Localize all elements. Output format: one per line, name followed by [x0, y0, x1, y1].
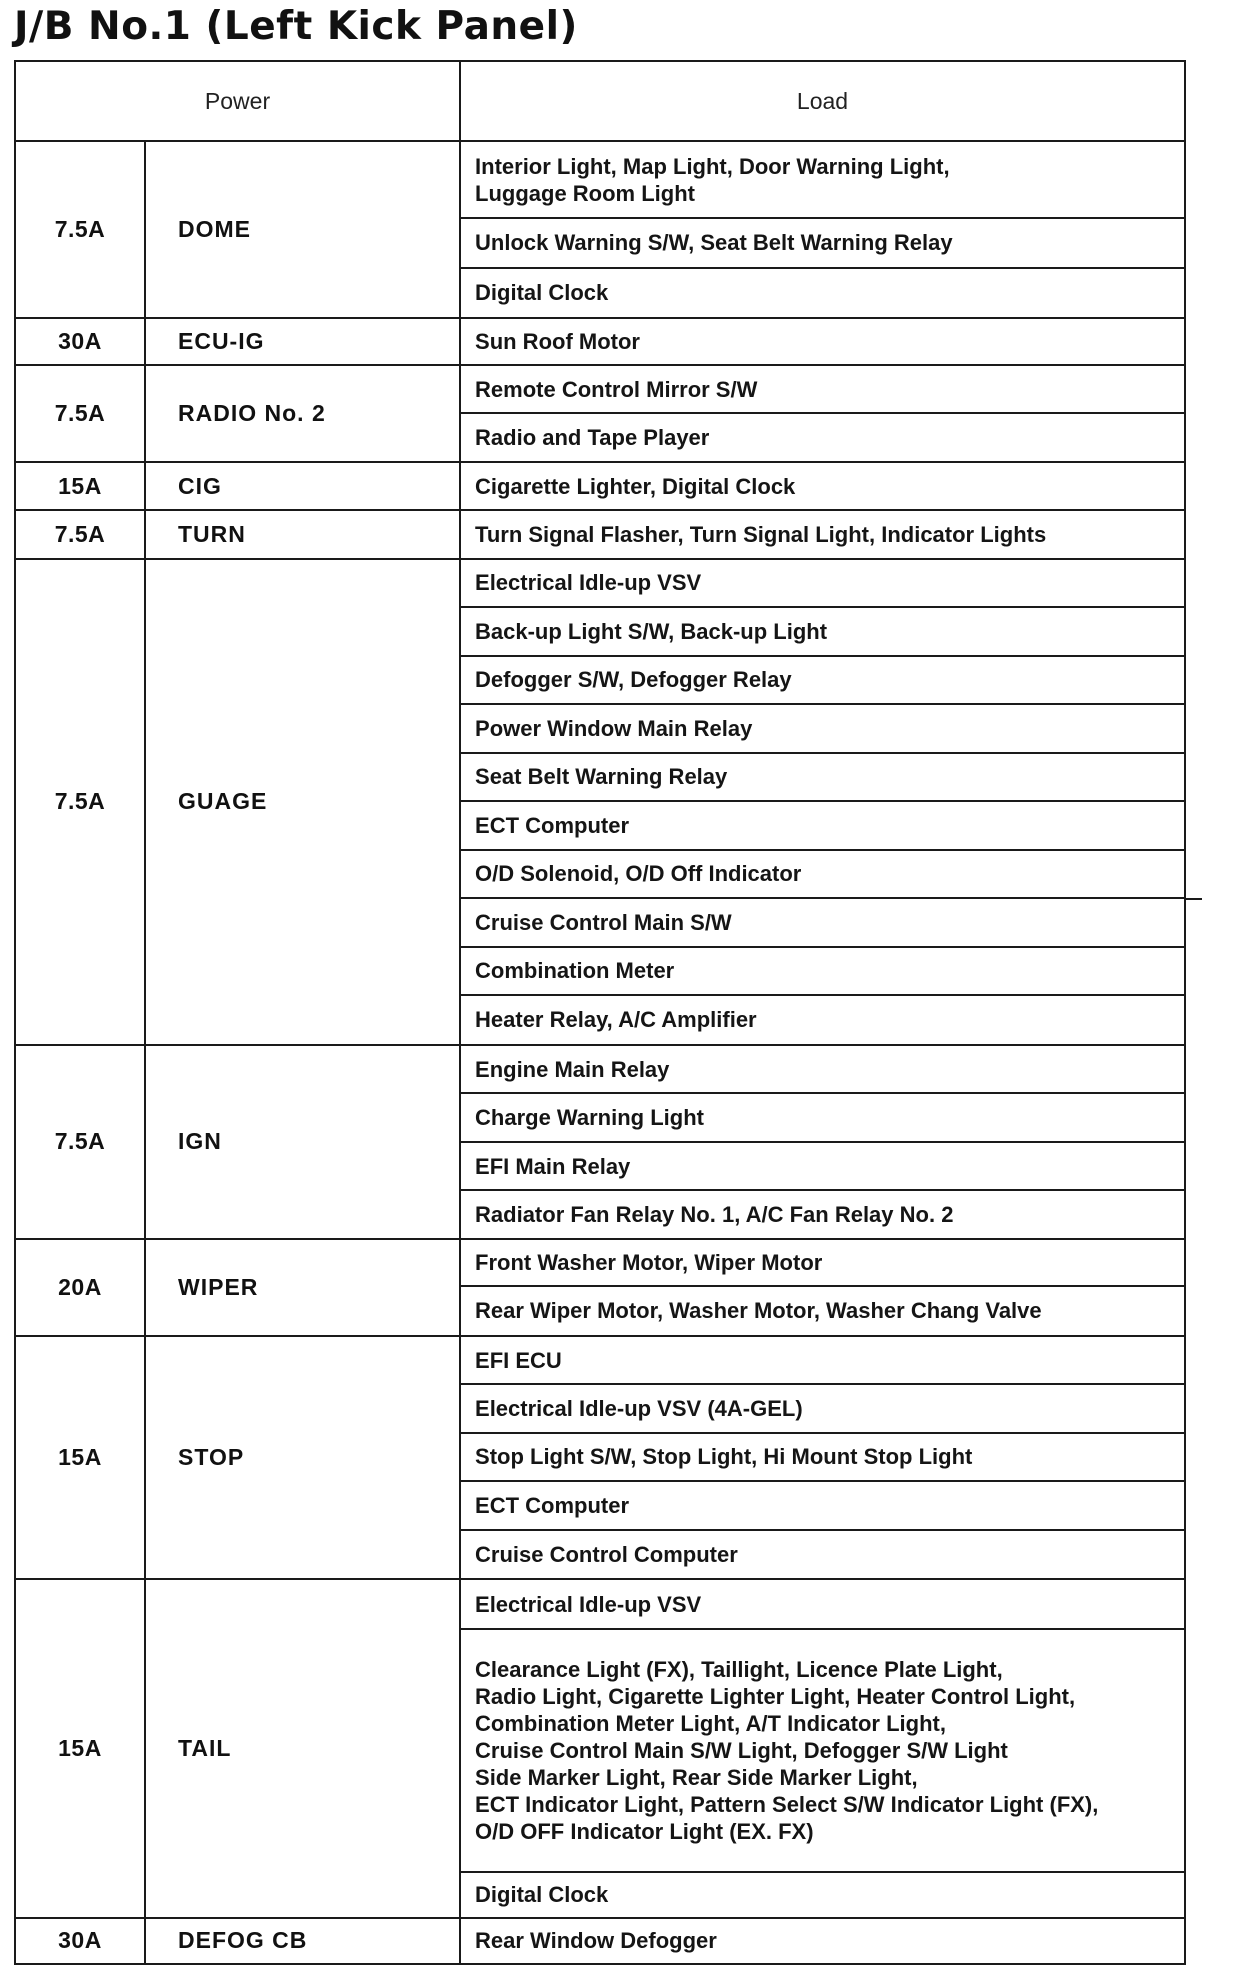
load-item: Charge Warning Light	[460, 1093, 1185, 1141]
fuse-amperage: 20A	[15, 1239, 145, 1336]
load-item: Stop Light S/W, Stop Light, Hi Mount Stop Light	[460, 1433, 1185, 1481]
load-item: Radio and Tape Player	[460, 413, 1185, 461]
load-item: Rear Window Defogger	[460, 1918, 1185, 1964]
table-row	[15, 559, 1185, 607]
table-row	[15, 1239, 1185, 1286]
fuse-name: GUAGE	[145, 559, 460, 1045]
fuse-load-table	[14, 60, 1186, 1965]
table-row	[15, 1918, 1185, 1964]
fuse-amperage: 15A	[15, 462, 145, 510]
load-item: EFI ECU	[460, 1336, 1185, 1384]
fuse-name: DEFOG CB	[145, 1918, 460, 1964]
load-item: Electrical Idle-up VSV	[460, 1579, 1185, 1629]
fuse-amperage: 7.5A	[15, 141, 145, 318]
page-title: J/B No.1 (Left Kick Panel)	[14, 4, 578, 49]
fuse-name: RADIO No. 2	[145, 365, 460, 462]
fuse-name: TAIL	[145, 1579, 460, 1917]
table-row	[15, 141, 1185, 218]
header-row	[15, 61, 1185, 141]
load-item: Front Washer Motor, Wiper Motor	[460, 1239, 1185, 1286]
fuse-name: STOP	[145, 1336, 460, 1580]
load-item: ECT Computer	[460, 1481, 1185, 1529]
load-item: Cruise Control Computer	[460, 1530, 1185, 1580]
table-row	[15, 318, 1185, 365]
load-item: Clearance Light (FX), Taillight, Licence Plate Light, Radio Light, Cigarette Lighter Light, Heater Control Light, Combination Meter Light, A/T Indicator Light, Cruise Control Main S/W Light, Defogger S/W Light Side Marker Light, Rear Side Marker Light, ECT Indicator Light, Pattern Select S/W Indicator Light (FX), O/D OFF Indicator Light (EX. FX)	[460, 1629, 1185, 1871]
table-row	[15, 510, 1185, 558]
load-item: O/D Solenoid, O/D Off Indicator	[460, 850, 1185, 898]
fuse-name: IGN	[145, 1045, 460, 1239]
fuse-name: DOME	[145, 141, 460, 318]
load-item: Heater Relay, A/C Amplifier	[460, 995, 1185, 1045]
load-item: ECT Computer	[460, 801, 1185, 849]
load-item: Digital Clock	[460, 268, 1185, 318]
load-item: Combination Meter	[460, 947, 1185, 995]
load-item: Rear Wiper Motor, Washer Motor, Washer Chang Valve	[460, 1286, 1185, 1336]
fuse-amperage: 15A	[15, 1336, 145, 1580]
load-item: Power Window Main Relay	[460, 704, 1185, 752]
fuse-amperage: 15A	[15, 1579, 145, 1917]
fuse-amperage: 7.5A	[15, 559, 145, 1045]
load-item: Radiator Fan Relay No. 1, A/C Fan Relay No. 2	[460, 1190, 1185, 1238]
load-item: EFI Main Relay	[460, 1142, 1185, 1190]
table-row	[15, 365, 1185, 413]
power-header: Power	[15, 61, 460, 141]
load-item: Back-up Light S/W, Back-up Light	[460, 607, 1185, 655]
load-item: Seat Belt Warning Relay	[460, 753, 1185, 801]
load-item: Interior Light, Map Light, Door Warning Light, Luggage Room Light	[460, 141, 1185, 218]
fuse-amperage: 7.5A	[15, 510, 145, 558]
load-item: Remote Control Mirror S/W	[460, 365, 1185, 413]
table-row	[15, 1336, 1185, 1384]
load-item: Sun Roof Motor	[460, 318, 1185, 365]
fuse-name: TURN	[145, 510, 460, 558]
load-header: Load	[460, 61, 1185, 141]
load-item: Engine Main Relay	[460, 1045, 1185, 1093]
load-item: Digital Clock	[460, 1872, 1185, 1918]
fuse-name: ECU-IG	[145, 318, 460, 365]
fuse-amperage: 7.5A	[15, 365, 145, 462]
fuse-amperage: 30A	[15, 318, 145, 365]
load-item: Electrical Idle-up VSV (4A-GEL)	[460, 1384, 1185, 1432]
table-row	[15, 1579, 1185, 1629]
fuse-amperage: 30A	[15, 1918, 145, 1964]
table-row	[15, 1045, 1185, 1093]
fuse-name: WIPER	[145, 1239, 460, 1336]
load-item: Electrical Idle-up VSV	[460, 559, 1185, 607]
load-item: Cruise Control Main S/W	[460, 898, 1185, 946]
stray-mark	[1184, 898, 1202, 900]
load-item: Defogger S/W, Defogger Relay	[460, 656, 1185, 704]
load-item: Unlock Warning S/W, Seat Belt Warning Relay	[460, 218, 1185, 268]
table-row	[15, 462, 1185, 510]
fuse-name: CIG	[145, 462, 460, 510]
load-item: Cigarette Lighter, Digital Clock	[460, 462, 1185, 510]
fuse-amperage: 7.5A	[15, 1045, 145, 1239]
load-item: Turn Signal Flasher, Turn Signal Light, Indicator Lights	[460, 510, 1185, 558]
